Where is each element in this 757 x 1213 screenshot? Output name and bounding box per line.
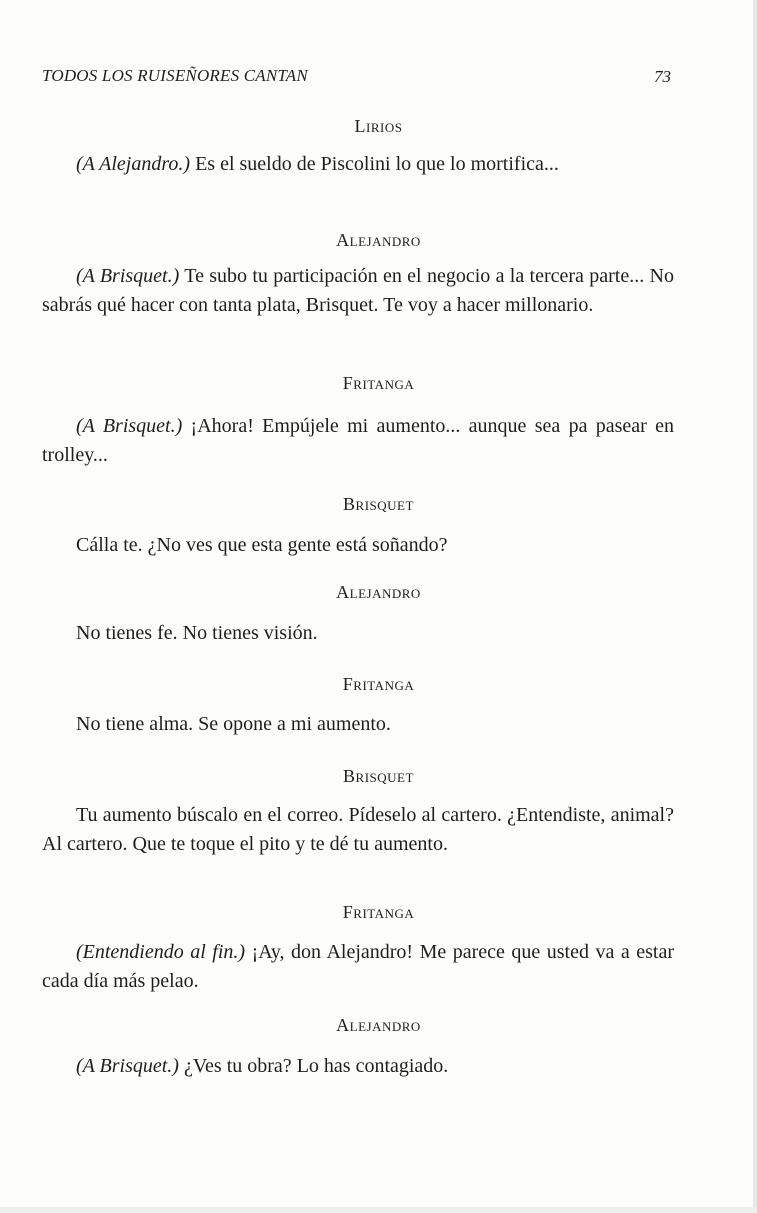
stage-direction: (A Brisquet.) bbox=[76, 1055, 179, 1077]
speaker-name: Brisquet bbox=[343, 494, 414, 514]
speaker-name: Lirios bbox=[354, 116, 403, 136]
dialogue-text: Es el sueldo de Piscolini lo que lo mortifica... bbox=[190, 153, 559, 175]
dialogue-text: ¡Ay, don Alejandro! Me parece que usted va a estar cada día más pelao. bbox=[42, 941, 674, 992]
dialogue-text: No tiene alma. Se opone a mi aumento. bbox=[76, 713, 391, 735]
speaker-name: Alejandro bbox=[336, 1015, 421, 1035]
dialogue-line bbox=[42, 801, 674, 859]
dialogue-line bbox=[42, 262, 674, 320]
dialogue-line bbox=[42, 938, 674, 996]
page-edge-bottom bbox=[0, 1207, 757, 1213]
speaker-name: Brisquet bbox=[343, 766, 414, 786]
dialogue-text: ¡Ahora! Empújele mi aumento... aunque sea pa pasear en trolley... bbox=[42, 415, 674, 466]
dialogue-text: No tienes fe. No tienes visión. bbox=[76, 622, 318, 644]
speaker-name: Alejandro bbox=[336, 582, 421, 602]
page-number: 73 bbox=[654, 67, 671, 86]
dialogue-line bbox=[42, 710, 674, 739]
dialogue-line bbox=[42, 619, 674, 648]
stage-direction: (A Brisquet.) bbox=[76, 265, 180, 287]
dialogue-line bbox=[42, 150, 674, 179]
speaker-name: Alejandro bbox=[336, 230, 421, 250]
dialogue-line bbox=[42, 412, 674, 470]
stage-direction: (Entendiendo al fin.) bbox=[76, 941, 246, 963]
running-head: TODOS LOS RUISEÑORES CANTAN bbox=[42, 66, 308, 85]
stage-direction: (A Alejandro.) bbox=[76, 153, 191, 175]
speaker-name: Fritanga bbox=[342, 674, 415, 694]
dialogue-line bbox=[42, 1052, 674, 1081]
dialogue-text: ¿Ves tu obra? Lo has contagiado. bbox=[178, 1055, 449, 1077]
speaker-name: Fritanga bbox=[342, 373, 415, 393]
dialogue-text: Te subo tu participación en el negocio a la tercera parte... No sabrás qué hacer con tanta plata, Brisquet. Te voy a hacer millonario. bbox=[42, 265, 674, 316]
dialogue-text: Cálla te. ¿No ves que esta gente está soñando? bbox=[76, 534, 448, 556]
speaker-name: Fritanga bbox=[342, 902, 415, 922]
dialogue-text: Tu aumento búscalo en el correo. Pídeselo al cartero. ¿Entendiste, animal? Al cartero. Que te toque el pito y te dé tu aumento. bbox=[42, 804, 674, 855]
dialogue-line bbox=[42, 531, 674, 560]
stage-direction: (A Brisquet.) bbox=[76, 415, 183, 437]
